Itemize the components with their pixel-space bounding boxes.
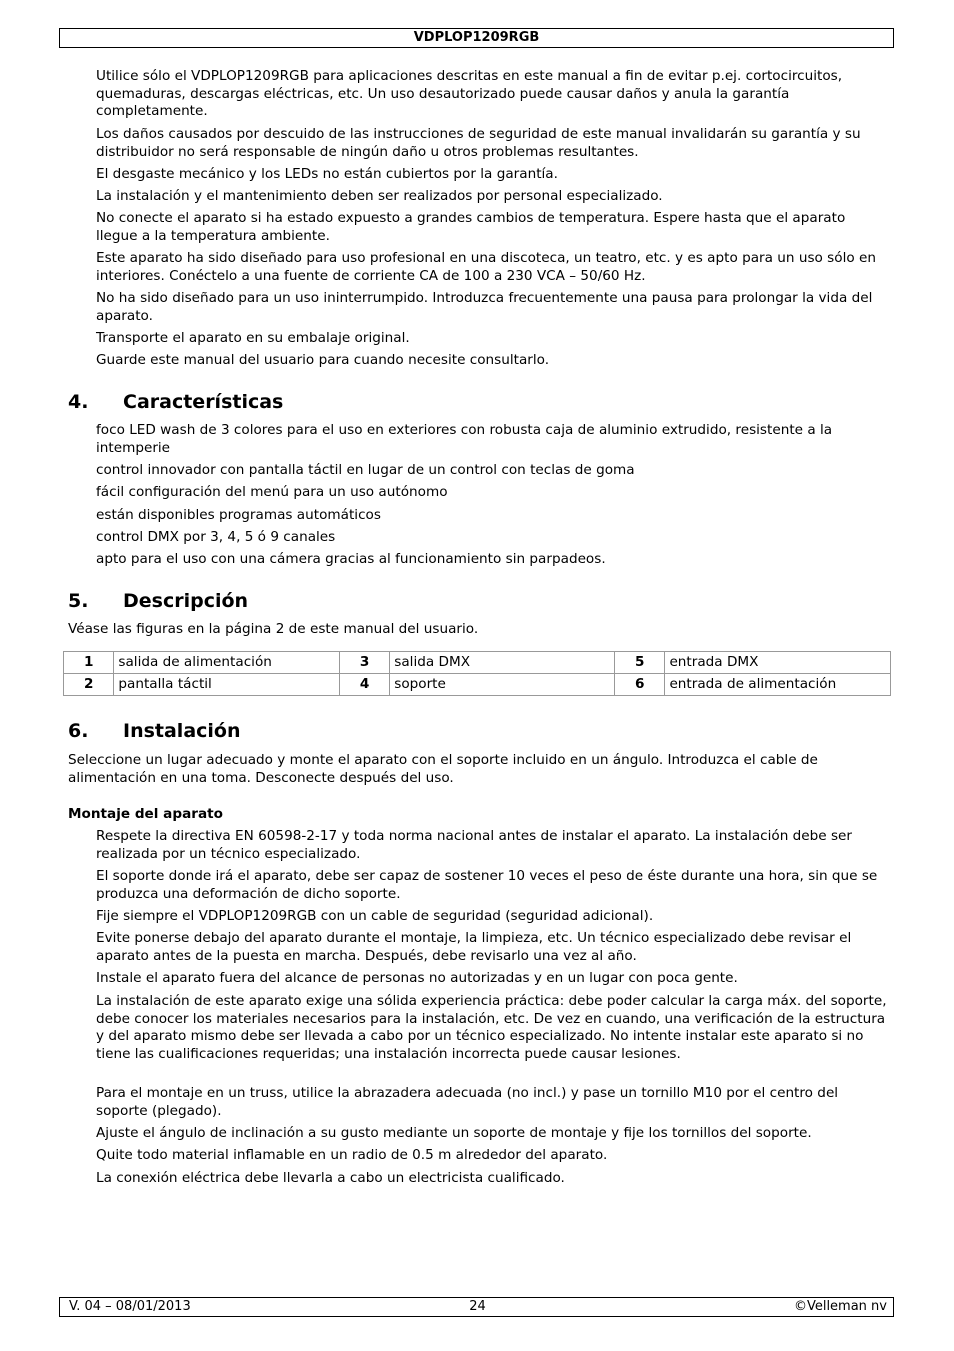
version-date: V. 04 – 08/01/2013 — [69, 1299, 191, 1314]
installation-item: Quite todo material inflamable en un radio de 0.5 m alrededor del aparato. — [96, 1147, 608, 1163]
document-header — [59, 28, 894, 48]
installation-item: Ajuste el ángulo de inclinación a su gusto mediante un soporte de montaje y fije los tornillos del soporte. — [96, 1125, 812, 1141]
intro-paragraph: No ha sido diseñado para un uso ininterrumpido. Introduzca frecuentemente una pausa para prolongar la vida del aparato. — [96, 290, 873, 324]
section-number: 6. — [68, 720, 89, 742]
installation-intro: Seleccione un lugar adecuado y monte el aparato con el soporte incluido en un ángulo. Introduzca el cable de alimentación en una toma. Desconecte después del uso. — [68, 752, 818, 786]
installation-item: Respete la directiva EN 60598-2-17 y toda norma nacional antes de instalar el aparato. La instalación debe ser realizada por un técnico especializado. — [96, 828, 853, 862]
intro-paragraph: Transporte el aparato en su embalaje original. — [96, 330, 410, 346]
section-heading-caracteristicas — [68, 390, 283, 414]
section-number: 5. — [68, 590, 89, 612]
header-title: VDPLOP1209RGB — [413, 30, 540, 45]
section-number: 4. — [68, 391, 89, 413]
part-number: 2 — [64, 674, 114, 696]
part-label: salida DMX — [390, 652, 615, 674]
part-number: 4 — [339, 674, 389, 696]
intro-paragraph: Los daños causados por descuido de las instrucciones de seguridad de este manual invalidarán su garantía y su distribuidor no será responsable de ningún daño u otros problemas resultantes. — [96, 126, 861, 160]
part-label: soporte — [390, 674, 615, 696]
subheading-montaje: Montaje del aparato — [68, 806, 223, 822]
section-heading-descripcion — [68, 589, 248, 613]
intro-paragraph: La instalación y el mantenimiento deben ser realizados por personal especializado. — [96, 188, 663, 204]
installation-item: Fije siempre el VDPLOP1209RGB con un cable de seguridad (seguridad adicional). — [96, 908, 654, 924]
part-number: 3 — [339, 652, 389, 674]
part-label: entrada DMX — [665, 652, 891, 674]
intro-paragraph: No conecte el aparato si ha estado expuesto a grandes cambios de temperatura. Espere hasta que el aparato llegue a la temperatura ambiente. — [96, 210, 846, 244]
part-number: 5 — [615, 652, 665, 674]
part-number: 1 — [64, 652, 114, 674]
feature-item: fácil configuración del menú para un uso autónomo — [96, 484, 448, 500]
section-title: Características — [123, 391, 284, 413]
installation-item: La conexión eléctrica debe llevarla a cabo un electricista cualificado. — [96, 1170, 565, 1186]
page-number: 24 — [469, 1299, 486, 1314]
section-title: Instalación — [123, 720, 241, 742]
installation-item: Instale el aparato fuera del alcance de personas no autorizadas y en un lugar con poca gente. — [96, 970, 738, 986]
intro-paragraph: Utilice sólo el VDPLOP1209RGB para aplicaciones descritas en este manual a fin de evitar p.ej. cortocircuitos, quemaduras, descargas eléctricas, etc. Un uso desautorizado puede causar daños y anula la garantía completamente. — [96, 68, 843, 119]
part-label: entrada de alimentación — [665, 674, 891, 696]
installation-item: Evite ponerse debajo del aparato durante el montaje, la limpieza, etc. Un técnico especializado debe revisar el aparato antes de la puesta en marcha. Después, debe revisarlo una vez al año. — [96, 930, 852, 964]
table-row — [64, 652, 891, 674]
table-row — [64, 674, 891, 696]
feature-item: están disponibles programas automáticos — [96, 507, 381, 523]
feature-item: control innovador con pantalla táctil en lugar de un control con teclas de goma — [96, 462, 635, 478]
feature-item: apto para el uso con una cámera gracias al funcionamiento sin parpadeos. — [96, 551, 606, 567]
copyright: ©Velleman nv — [793, 1299, 887, 1314]
feature-item: foco LED wash de 3 colores para el uso en exteriores con robusta caja de aluminio extrudido, resistente a la intemperie — [96, 422, 833, 456]
parts-table — [63, 651, 891, 696]
installation-item: El soporte donde irá el aparato, debe ser capaz de sostener 10 veces el peso de éste durante una hora, sin que se produzca una deformación de dicho soporte. — [96, 868, 878, 902]
section-heading-instalacion — [68, 719, 241, 743]
installation-item: La instalación de este aparato exige una sólida experiencia práctica: debe poder calcular la carga máx. del soporte, debe conocer los materiales necesarios para la instalación, etc. De vez en cuando, una verificación de la estructura y del aparato mismo debe ser llevada a cabo por un técnico especializado. No intente instalar este aparato si no tiene las cualificaciones requeridas; una instalación incorrecta puede causar lesiones. — [96, 993, 887, 1062]
document-footer — [59, 1297, 894, 1317]
section-title: Descripción — [123, 590, 249, 612]
intro-paragraph: El desgaste mecánico y los LEDs no están cubiertos por la garantía. — [96, 166, 558, 182]
feature-item: control DMX por 3, 4, 5 ó 9 canales — [96, 529, 336, 545]
part-number: 6 — [615, 674, 665, 696]
intro-paragraph: Este aparato ha sido diseñado para uso profesional en una discoteca, un teatro, etc. y es apto para un uso sólo en interiores. Conéctelo a una fuente de corriente CA de 100 a 230 VCA – 50/60 Hz. — [96, 250, 876, 284]
description-intro: Véase las figuras en la página 2 de este manual del usuario. — [68, 621, 479, 637]
intro-paragraph: Guarde este manual del usuario para cuando necesite consultarlo. — [96, 352, 550, 368]
part-label: pantalla táctil — [114, 674, 340, 696]
part-label: salida de alimentación — [114, 652, 340, 674]
installation-item: Para el montaje en un truss, utilice la abrazadera adecuada (no incl.) y pase un tornillo M10 por el centro del soporte (plegado). — [96, 1085, 839, 1119]
